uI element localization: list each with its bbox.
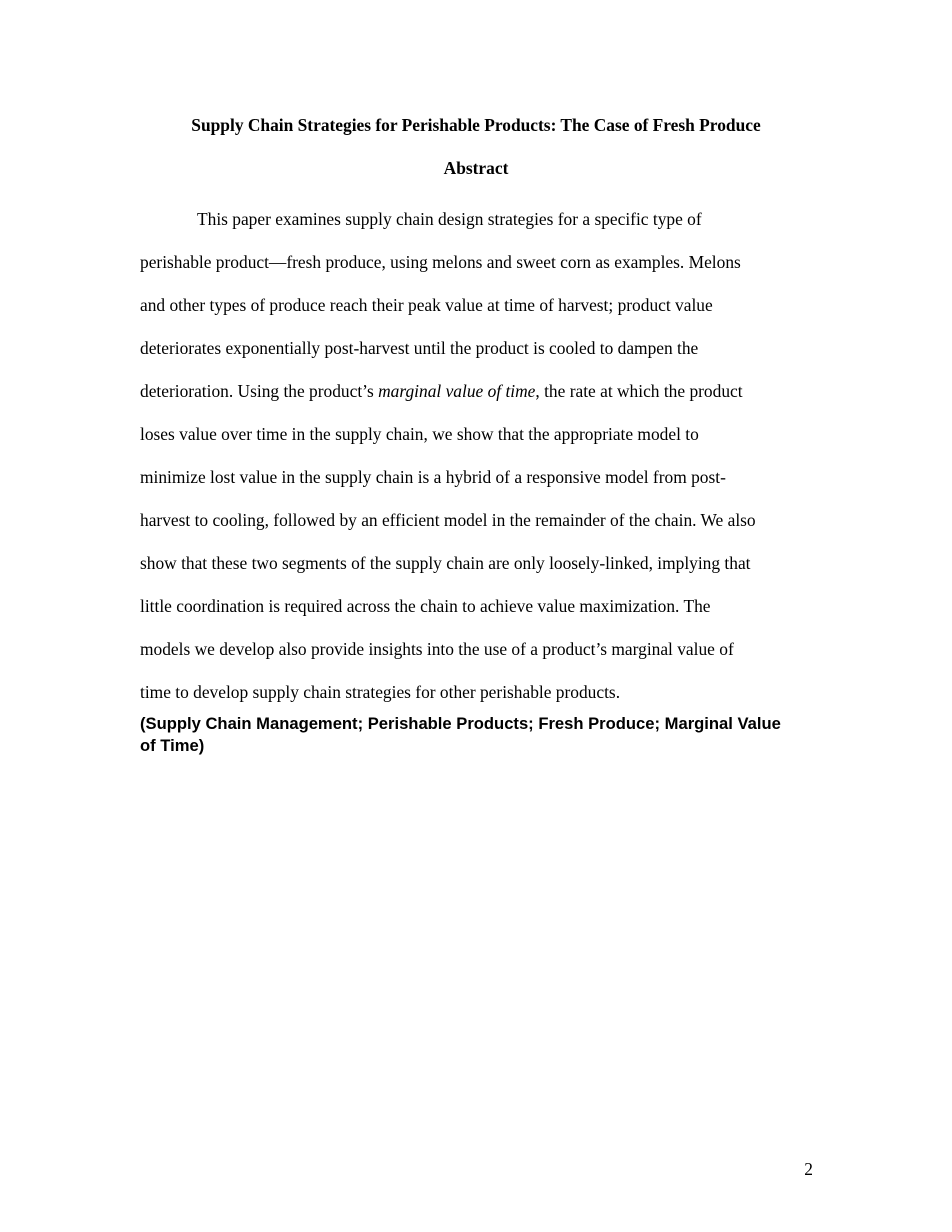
- paper-title: Supply Chain Strategies for Perishable Products: The Case of Fresh Produce: [191, 115, 761, 135]
- abstract-line: minimize lost value in the supply chain is a hybrid of a responsive model from post-: [140, 467, 726, 487]
- abstract-line: harvest to cooling, followed by an efficient model in the remainder of the chain. We also: [140, 510, 756, 530]
- abstract-line: perishable product—fresh produce, using melons and sweet corn as examples. Melons: [140, 252, 741, 272]
- abstract-line: little coordination is required across the chain to achieve value maximization. The: [140, 596, 711, 616]
- abstract-line: This paper examines supply chain design strategies for a specific type of: [197, 209, 702, 229]
- abstract-line: deteriorates exponentially post-harvest until the product is cooled to dampen the: [140, 338, 699, 358]
- abstract-line: show that these two segments of the supply chain are only loosely-linked, implying that: [140, 553, 751, 573]
- abstract-line: [140, 370, 816, 413]
- abstract-line: time to develop supply chain strategies for other perishable products.: [140, 682, 621, 702]
- abstract-line: models we develop also provide insights into the use of a product’s marginal value of: [140, 639, 734, 659]
- abstract-body: [140, 198, 816, 714]
- abstract-line: and other types of produce reach their peak value at time of harvest; product value: [140, 295, 713, 315]
- page-number: 2: [804, 1159, 813, 1179]
- keywords-line: (Supply Chain Management; Perishable Products; Fresh Produce; Marginal Value: [140, 714, 781, 733]
- marginal-value-of-time-term: marginal value of time: [378, 381, 536, 401]
- abstract-line: loses value over time in the supply chain, we show that the appropriate model to: [140, 424, 699, 444]
- keywords: [140, 713, 820, 757]
- abstract-line-start: deterioration. Using the product’s: [140, 381, 379, 401]
- keywords-line: of Time): [140, 736, 205, 755]
- abstract-line-end: , the rate at which the product: [535, 381, 743, 401]
- abstract-heading: Abstract: [443, 158, 509, 178]
